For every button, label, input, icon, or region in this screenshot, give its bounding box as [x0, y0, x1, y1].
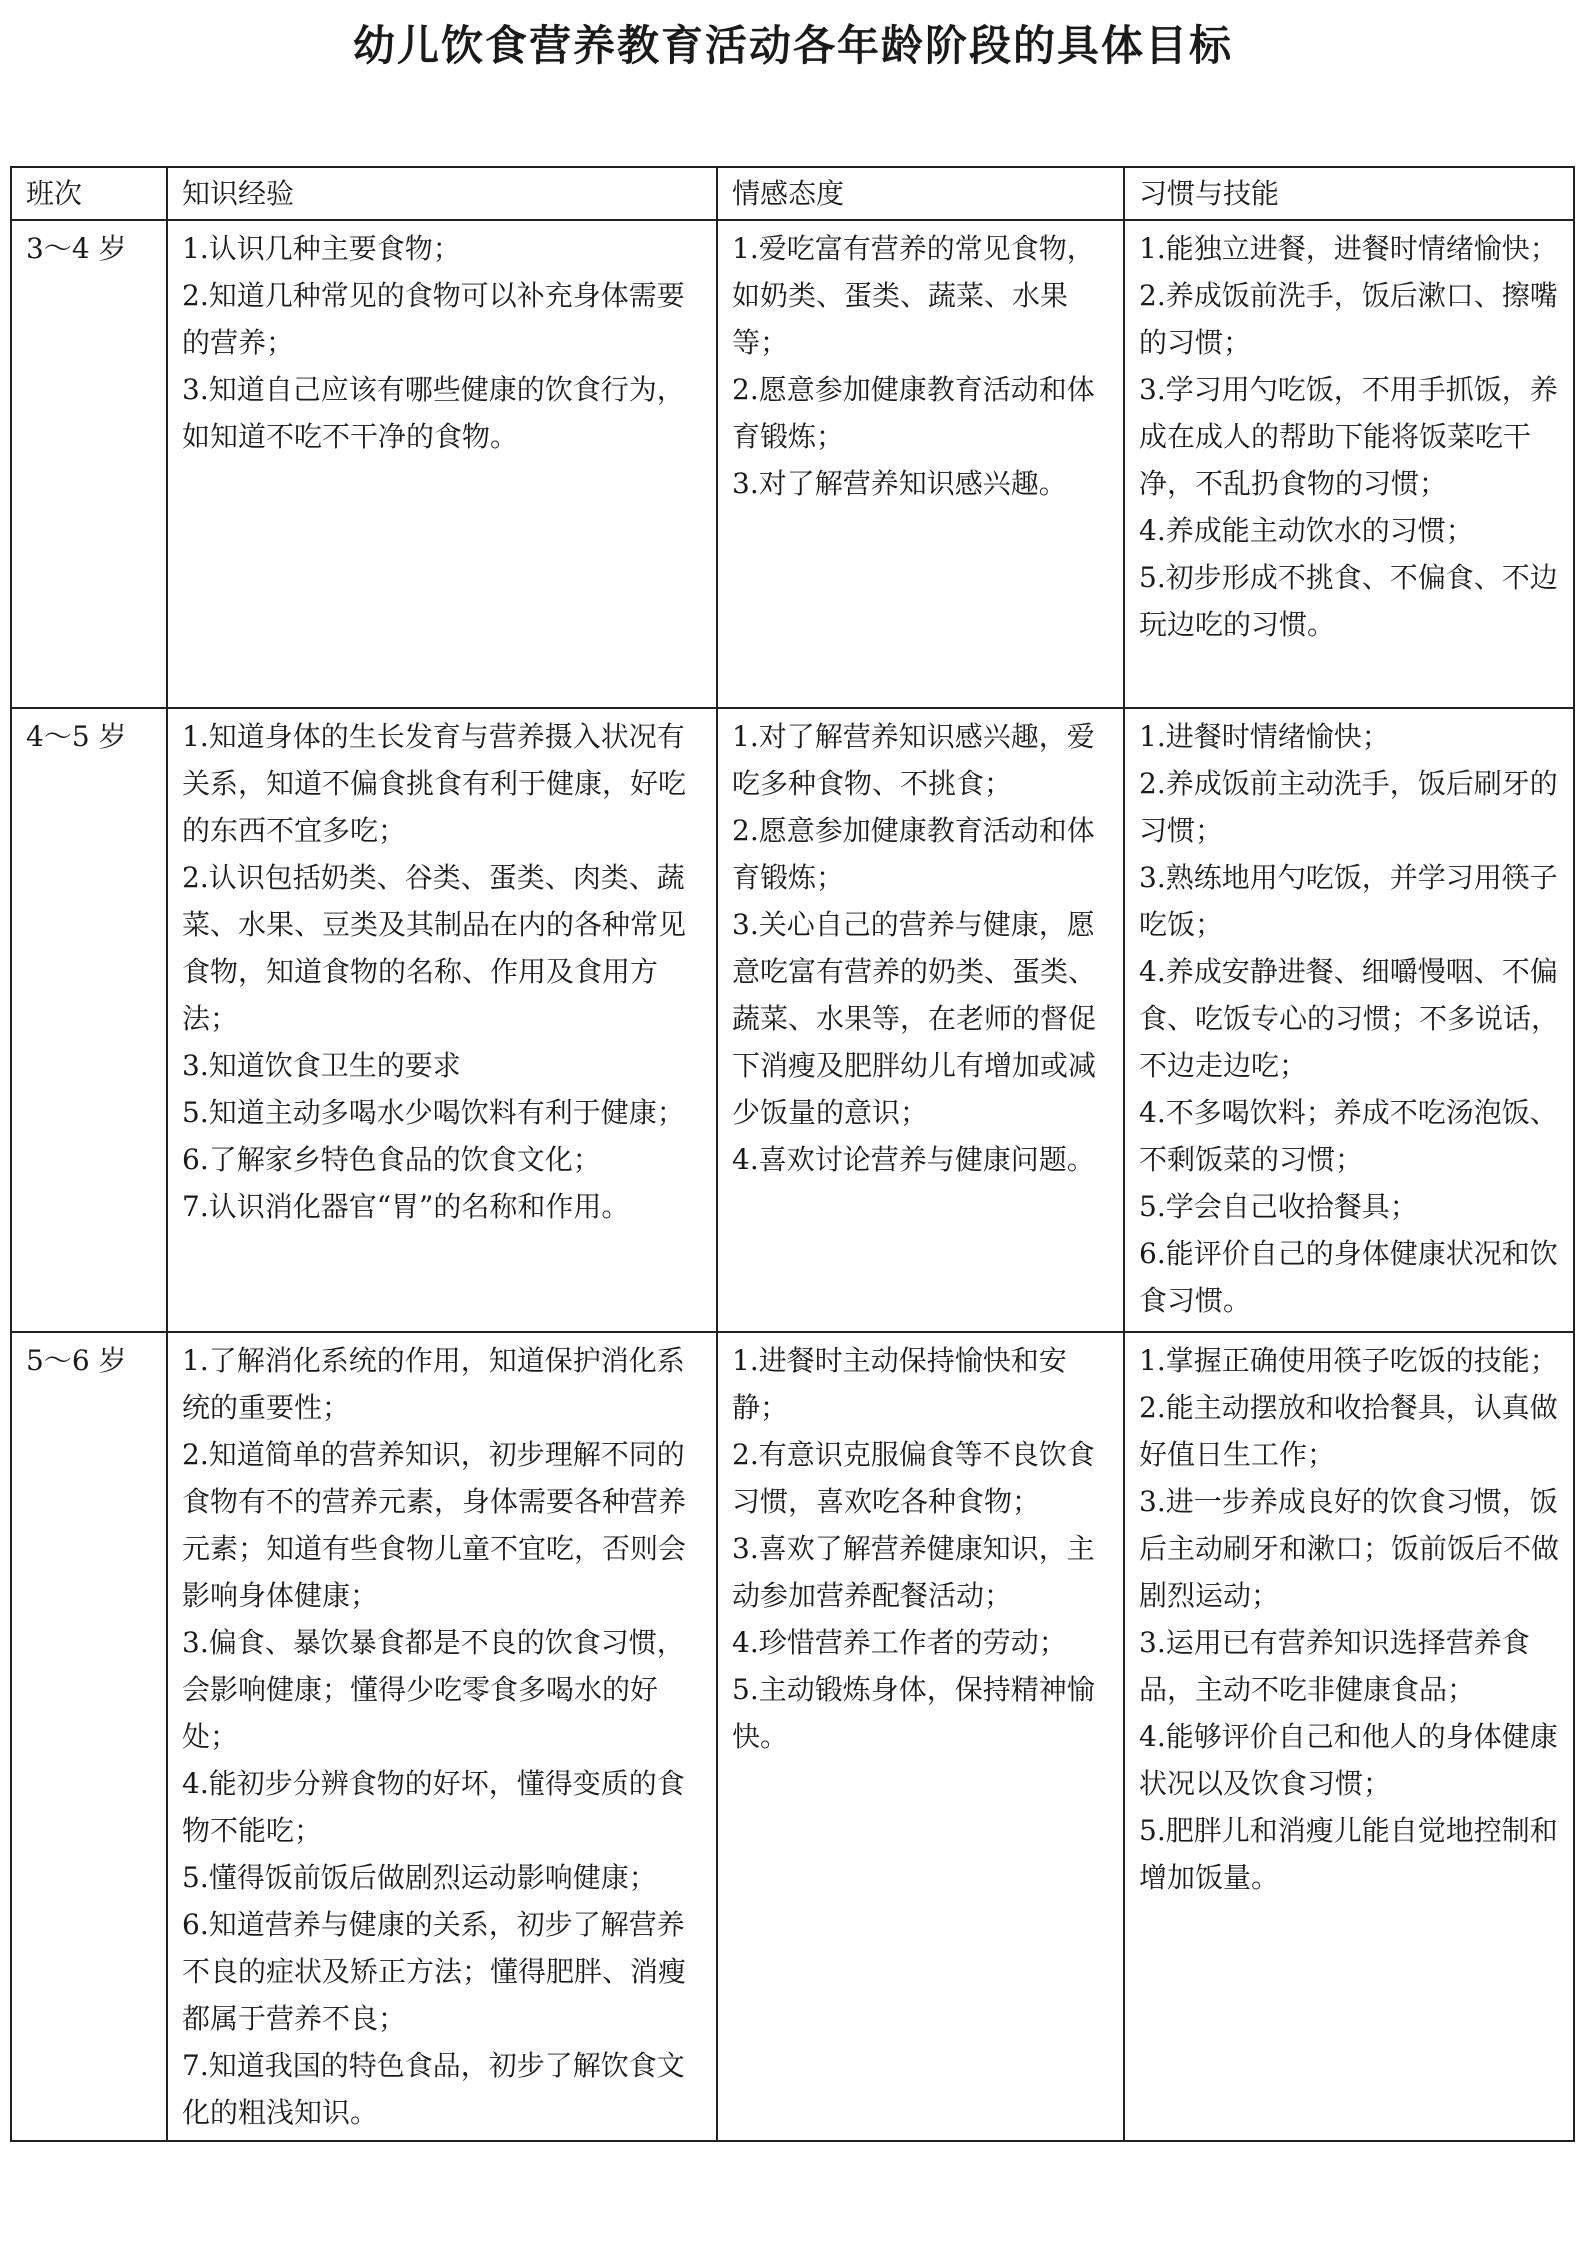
table-header-row — [11, 167, 1574, 220]
list-item: 3.对了解营养知识感兴趣。 — [732, 467, 1067, 500]
list-item: 5.肥胖儿和消瘦儿能自觉地控制和增加饭量。 — [1139, 1814, 1558, 1894]
attitude-cell — [717, 1332, 1124, 2141]
list-item: 2.知道几种常见的食物可以补充身体需要的营养； — [182, 279, 685, 359]
list-item: 5.懂得饭前饭后做剧烈运动影响健康； — [182, 1861, 657, 1894]
list-item: 1.进餐时主动保持愉快和安静； — [732, 1344, 1067, 1424]
list-item: 6.能评价自己的身体健康状况和饮食习惯。 — [1139, 1237, 1558, 1317]
list-item: 4.养成能主动饮水的习惯； — [1139, 514, 1474, 547]
list-item: 1.了解消化系统的作用，知道保护消化系统的重要性； — [182, 1344, 685, 1424]
age-cell: 3～4 岁 — [11, 220, 167, 708]
habits-cell — [1124, 708, 1574, 1332]
age-cell: 5～6 岁 — [11, 1332, 167, 2141]
list-item: 4.能够评价自己和他人的身体健康状况以及饮食习惯； — [1139, 1720, 1558, 1800]
list-item: 3.喜欢了解营养健康知识，主动参加营养配餐活动； — [732, 1532, 1095, 1612]
list-item: 2.能主动摆放和收拾餐具，认真做好值日生工作； — [1139, 1391, 1558, 1471]
goals-table — [10, 166, 1575, 2142]
knowledge-cell — [167, 708, 717, 1332]
list-item: 4.不多喝饮料；养成不吃汤泡饭、不剩饭菜的习惯； — [1139, 1096, 1558, 1176]
list-item: 2.认识包括奶类、谷类、蛋类、肉类、蔬菜、水果、豆类及其制品在内的各种常见食物，知道食物的名称、作用及食用方法； — [182, 861, 687, 1035]
list-item: 6.知道营养与健康的关系，初步了解营养不良的症状及矫正方法；懂得肥胖、消瘦都属于营养不良； — [182, 1908, 687, 2035]
list-item: 3.知道饮食卫生的要求 — [182, 1049, 461, 1082]
list-item: 3.学习用勺吃饭，不用手抓饭，养成在成人的帮助下能将饭菜吃干净，不乱扔食物的习惯； — [1139, 373, 1558, 500]
habits-cell — [1124, 220, 1574, 708]
list-item: 1.对了解营养知识感兴趣，爱吃多种食物、不挑食； — [732, 720, 1095, 800]
list-item: 2.愿意参加健康教育活动和体育锻炼； — [732, 373, 1095, 453]
header-attitude: 情感态度 — [717, 167, 1124, 220]
list-item: 1.认识几种主要食物； — [182, 232, 461, 265]
list-item: 7.认识消化器官“胃”的名称和作用。 — [182, 1190, 630, 1223]
habits-cell — [1124, 1332, 1574, 2141]
list-item: 4.珍惜营养工作者的劳动； — [732, 1626, 1067, 1659]
page-title: 幼儿饮食营养教育活动各年龄阶段的具体目标 — [352, 21, 1233, 70]
list-item: 4.喜欢讨论营养与健康问题。 — [732, 1143, 1095, 1176]
table-row — [11, 220, 1574, 708]
list-item: 1.掌握正确使用筷子吃饭的技能； — [1139, 1344, 1558, 1377]
list-item: 3.知道自己应该有哪些健康的饮食行为，如知道不吃不干净的食物。 — [182, 373, 685, 453]
table-row — [11, 1332, 1574, 2141]
knowledge-cell — [167, 220, 717, 708]
list-item: 1.知道身体的生长发育与营养摄入状况有关系，知道不偏食挑食有利于健康，好吃的东西不宜多吃； — [182, 720, 687, 847]
list-item: 5.初步形成不挑食、不偏食、不边玩边吃的习惯。 — [1139, 561, 1558, 641]
list-item: 2.养成饭前洗手，饭后漱口、擦嘴的习惯； — [1139, 279, 1558, 359]
list-item: 1.能独立进餐，进餐时情绪愉快； — [1139, 232, 1558, 265]
list-item: 1.爱吃富有营养的常见食物，如奶类、蛋类、蔬菜、水果等； — [732, 232, 1095, 359]
list-item: 3.关心自己的营养与健康，愿意吃富有营养的奶类、蛋类、蔬菜、水果等，在老师的督促下消瘦及肥胖幼儿有增加或减少饭量的意识； — [732, 908, 1097, 1129]
header-habits: 习惯与技能 — [1124, 167, 1574, 220]
list-item: 5.知道主动多喝水少喝饮料有利于健康； — [182, 1096, 685, 1129]
list-item: 3.运用已有营养知识选择营养食品，主动不吃非健康食品； — [1139, 1626, 1530, 1706]
attitude-cell — [717, 708, 1124, 1332]
list-item: 6.了解家乡特色食品的饮食文化； — [182, 1143, 601, 1176]
attitude-cell — [717, 220, 1124, 708]
list-item: 7.知道我国的特色食品，初步了解饮食文化的粗浅知识。 — [182, 2049, 685, 2129]
age-cell: 4～5 岁 — [11, 708, 167, 1332]
list-item: 2.养成饭前主动洗手，饭后刷牙的习惯； — [1139, 767, 1558, 847]
list-item: 3.熟练地用勺吃饭，并学习用筷子吃饭； — [1139, 861, 1558, 941]
header-class: 班次 — [11, 167, 167, 220]
header-knowledge: 知识经验 — [167, 167, 717, 220]
list-item: 3.进一步养成良好的饮食习惯，饭后主动刷牙和漱口；饭前饭后不做剧烈运动； — [1139, 1485, 1560, 1612]
list-item: 3.偏食、暴饮暴食都是不良的饮食习惯，会影响健康；懂得少吃零食多喝水的好处； — [182, 1626, 685, 1753]
list-item: 1.进餐时情绪愉快； — [1139, 720, 1390, 753]
list-item: 2.有意识克服偏食等不良饮食习惯，喜欢吃各种食物； — [732, 1438, 1095, 1518]
list-item: 5.主动锻炼身体，保持精神愉快。 — [732, 1673, 1095, 1753]
knowledge-cell — [167, 1332, 717, 2141]
list-item: 2.知道简单的营养知识，初步理解不同的食物有不的营养元素，身体需要各种营养元素；知道有些食物儿童不宜吃，否则会影响身体健康； — [182, 1438, 687, 1612]
list-item: 5.学会自己收拾餐具； — [1139, 1190, 1418, 1223]
list-item: 4.能初步分辨食物的好坏，懂得变质的食物不能吃； — [182, 1767, 685, 1847]
list-item: 4.养成安静进餐、细嚼慢咽、不偏食、吃饭专心的习惯；不多说话，不边走边吃； — [1139, 955, 1560, 1082]
table-row — [11, 708, 1574, 1332]
list-item: 2.愿意参加健康教育活动和体育锻炼； — [732, 814, 1095, 894]
